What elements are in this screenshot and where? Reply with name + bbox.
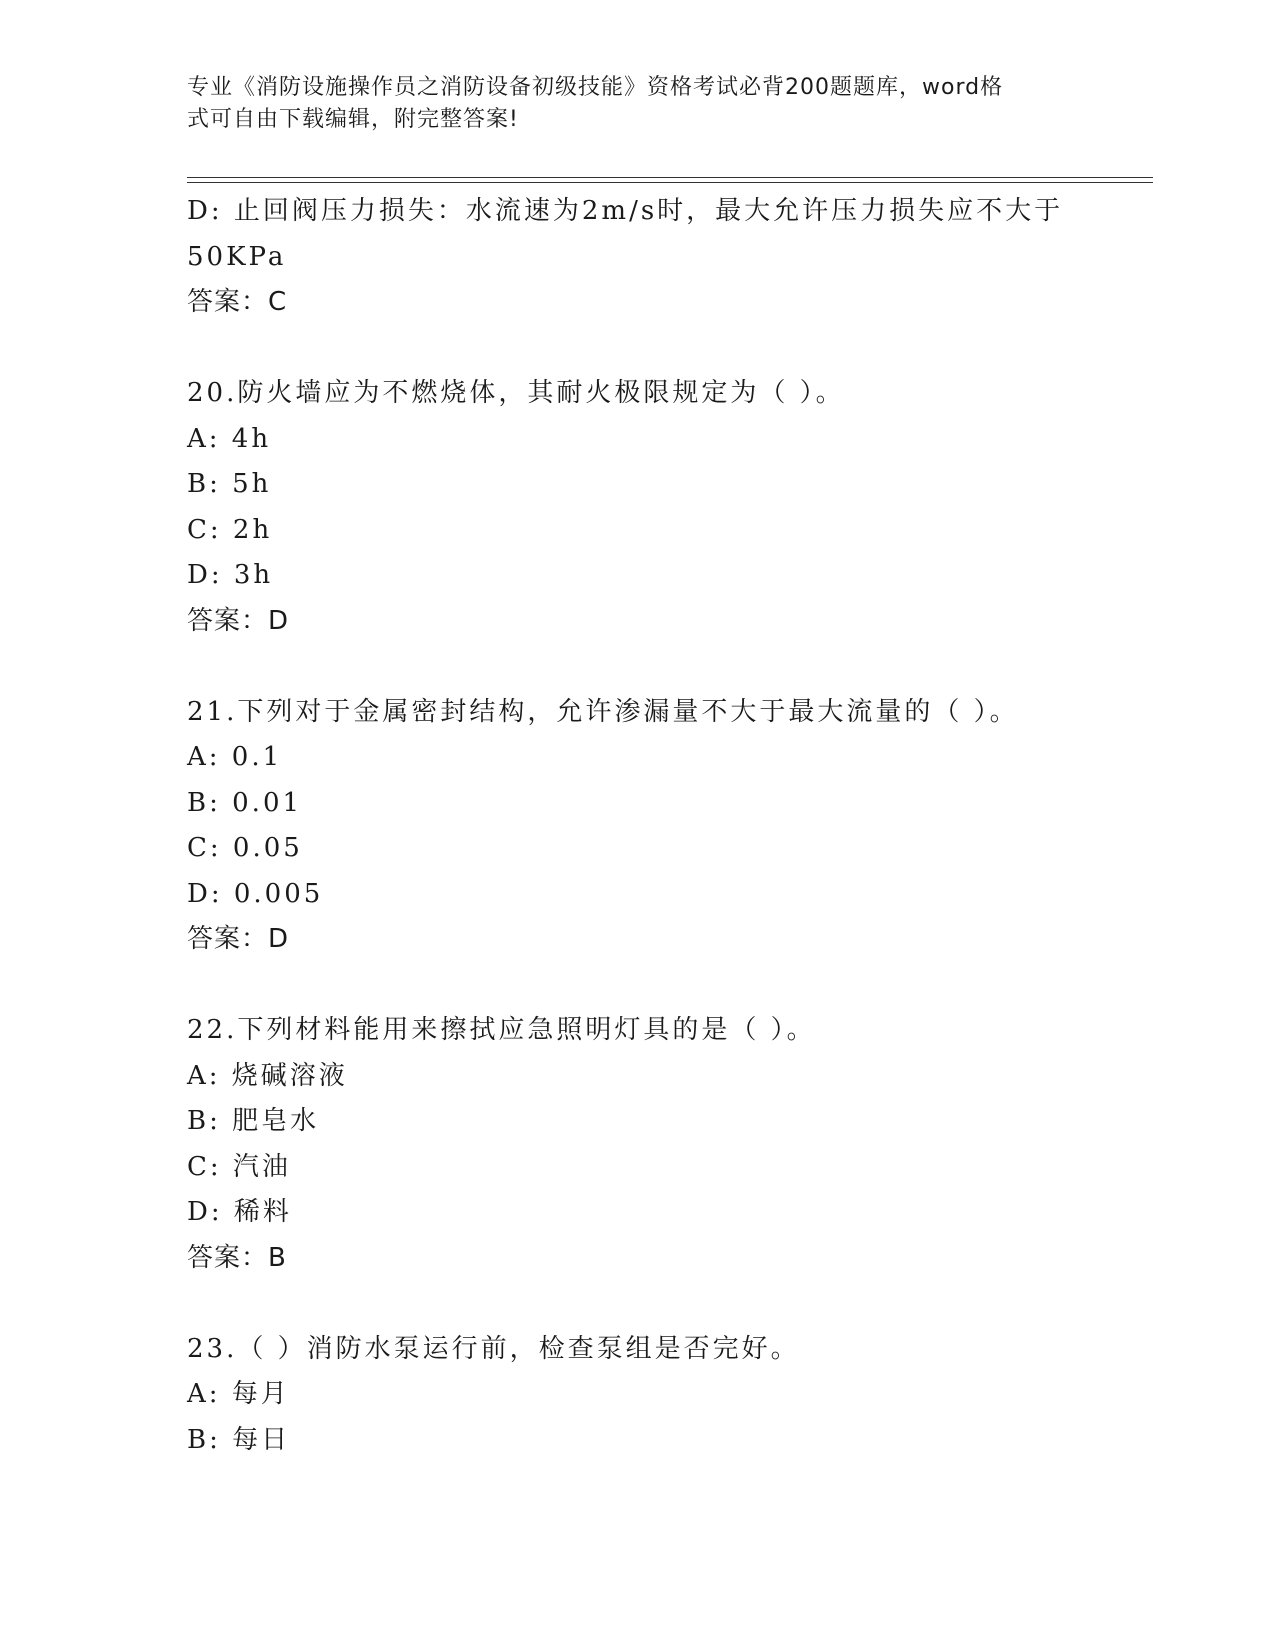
header-line-1: 专业《消防设施操作员之消防设备初级技能》资格考试必背200题题库，word格 bbox=[187, 75, 1004, 100]
option-a: A: 烧碱溶液 bbox=[187, 1060, 348, 1091]
option-a: A: 0.1 bbox=[187, 742, 283, 772]
answer-line: 答案：D bbox=[187, 605, 290, 636]
option-c: C: 汽油 bbox=[187, 1151, 291, 1182]
option-c: C: 0.05 bbox=[187, 833, 303, 863]
option-d: D: 止回阀压力损失：水流速为2m/s时，最大允许压力损失应不大于 bbox=[187, 196, 1064, 226]
option-b: B: 每日 bbox=[187, 1424, 291, 1455]
option-a: A: 4h bbox=[187, 423, 272, 454]
spacer bbox=[187, 1281, 1087, 1327]
answer-line: 答案：C bbox=[187, 287, 288, 317]
question-stem: 22.下列材料能用来擦拭应急照明灯具的是（ ）。 bbox=[187, 1015, 816, 1045]
spacer bbox=[187, 963, 1087, 1009]
option-b: B: 5h bbox=[187, 469, 272, 499]
header-divider-bottom bbox=[187, 182, 1153, 183]
question-stem: 23.（ ）消防水泵运行前，检查泵组是否完好。 bbox=[187, 1333, 800, 1364]
option-d: D: 稀料 bbox=[187, 1197, 292, 1227]
question-22 bbox=[187, 1008, 1087, 1281]
question-19-tail bbox=[187, 189, 1087, 326]
document-header bbox=[187, 72, 1067, 136]
spacer bbox=[187, 326, 1087, 372]
question-stem: 21.下列对于金属密封结构，允许渗漏量不大于最大流量的（ ）。 bbox=[187, 696, 1019, 727]
question-stem: 20.防火墙应为不燃烧体，其耐火极限规定为（ ）。 bbox=[187, 378, 845, 408]
spacer bbox=[187, 644, 1087, 690]
answer-line: 答案：B bbox=[187, 1242, 287, 1273]
option-b: B: 肥皂水 bbox=[187, 1106, 320, 1136]
option-d: D: 3h bbox=[187, 560, 274, 590]
option-b: B: 0.01 bbox=[187, 787, 303, 818]
option-d-continuation: 50KPa bbox=[187, 241, 287, 272]
option-a: A: 每月 bbox=[187, 1379, 290, 1409]
question-20 bbox=[187, 371, 1087, 644]
question-list bbox=[187, 189, 1087, 1463]
answer-line: 答案：D bbox=[187, 924, 290, 954]
question-21 bbox=[187, 690, 1087, 963]
header-line-2: 式可自由下载编辑，附完整答案! bbox=[187, 107, 519, 132]
option-d: D: 0.005 bbox=[187, 878, 324, 909]
option-c: C: 2h bbox=[187, 514, 273, 545]
header-divider-top bbox=[187, 177, 1153, 178]
question-23 bbox=[187, 1327, 1087, 1464]
